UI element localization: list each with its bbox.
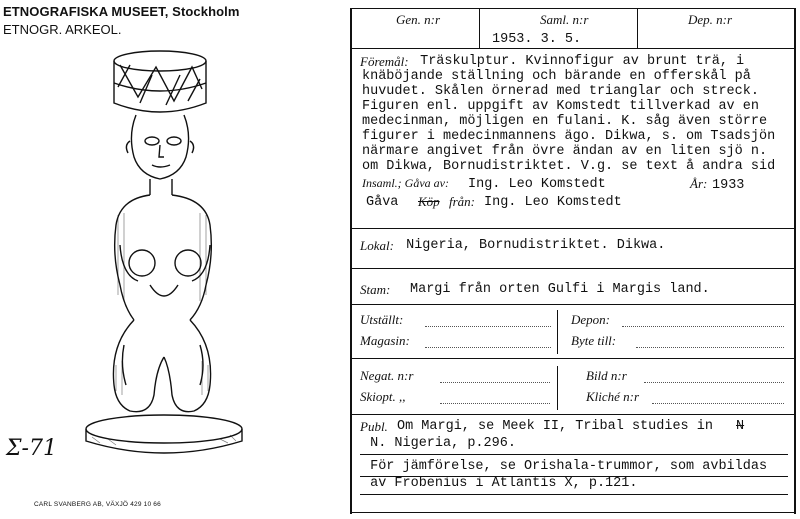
gen-label: Gen. n:r	[396, 12, 441, 27]
publ-line: N. Nigeria, p.296.	[362, 436, 516, 451]
lokal-value: Nigeria, Bornudistriktet. Dikwa.	[398, 238, 666, 253]
kop-label: Köp	[418, 194, 440, 209]
divider	[350, 268, 794, 269]
divider	[360, 454, 788, 455]
printer-credit: CARL SVANBERG AB, VÄXJÖ 429 10 66	[34, 501, 161, 508]
fran-label: från:	[449, 194, 475, 209]
bild-label: Bild n:r	[586, 368, 627, 383]
fran-value: Ing. Leo Komstedt	[484, 195, 622, 210]
wooden-figure-drawing	[80, 45, 270, 455]
depon-field[interactable]	[622, 326, 784, 327]
utstallt-field[interactable]	[425, 326, 551, 327]
divider	[350, 48, 794, 49]
bild-field[interactable]	[644, 382, 784, 383]
divider	[557, 366, 558, 410]
publ-label: Publ.	[360, 419, 388, 434]
divider	[350, 228, 794, 229]
department-label: ETNOGR. ARKEOL.	[3, 22, 122, 37]
publ-line: Om Margi, se Meek II, Tribal studies in	[397, 419, 713, 434]
publ-line: av Frobenius i Atlantis X, p.121.	[362, 476, 638, 491]
foremal-line: Figuren enl. uppgift av Komstedt tillverkad av en	[362, 99, 759, 114]
divider	[637, 8, 638, 48]
foremal-line: närmare angivet från övre ändan av en liten sjö n.	[362, 144, 768, 159]
foremal-line: medecinman, möjligen en fulani. K. såg även större	[362, 114, 768, 129]
kliche-field[interactable]	[652, 403, 784, 404]
foremal-label: Föremål:	[360, 54, 409, 69]
stam-label: Stam:	[360, 282, 391, 297]
insaml-label: Insaml.; Gåva av:	[362, 176, 449, 190]
divider	[350, 414, 794, 415]
handwritten-mark: Σ-71	[6, 436, 57, 461]
divider	[350, 304, 794, 305]
gava-label: Gåva	[366, 195, 399, 210]
utstallt-label: Utställt:	[360, 312, 404, 327]
foremal-line: om Dikwa, Bornudistriktet. V.g. se text å andra sid	[362, 159, 776, 174]
museum-title: ETNOGRAFISKA MUSEET, Stockholm	[3, 4, 240, 19]
ar-value: 1933	[712, 178, 745, 193]
foremal-line: knäböjande ställning och bärande en offerskål på	[362, 69, 751, 84]
stam-value: Margi från orten Gulfi i Margis land.	[410, 282, 710, 297]
foremal-line: huvudet. Skålen örnerad med trianglar och streck.	[362, 84, 759, 99]
depon-label: Depon:	[571, 312, 610, 327]
magasin-field[interactable]	[425, 347, 551, 348]
lokal-label: Lokal:	[360, 238, 394, 253]
negat-field[interactable]	[440, 382, 550, 383]
divider	[350, 358, 794, 359]
kliche-label: Kliché n:r	[586, 389, 640, 404]
byte-label: Byte till:	[571, 333, 617, 348]
saml-label: Saml. n:r	[540, 12, 589, 27]
publ-line: För jämförelse, se Orishala-trummor, som avbildas	[362, 459, 768, 474]
foremal-line: figurer i medecinmannens ägo. Dikwa, s. om Tsadsjön	[362, 129, 776, 144]
insaml-value: Ing. Leo Komstedt	[468, 177, 606, 192]
negat-label: Negat. n:r	[360, 368, 414, 383]
magasin-label: Magasin:	[360, 333, 410, 348]
foremal-line: Träskulptur. Kvinnofigur av brunt trä, i	[412, 54, 745, 69]
card-top-border	[350, 8, 794, 9]
byte-field[interactable]	[636, 347, 784, 348]
saml-value: 1953. 3. 5.	[492, 32, 582, 47]
dep-label: Dep. n:r	[688, 12, 733, 27]
skiopt-label: Skiopt. ,,	[360, 389, 406, 404]
divider	[360, 494, 788, 495]
ar-label: År:	[690, 176, 708, 191]
divider	[557, 310, 558, 354]
card-bottom-border	[350, 512, 794, 513]
divider	[479, 8, 480, 48]
publ-struck-mark: N	[736, 419, 745, 434]
skiopt-field[interactable]	[440, 403, 550, 404]
